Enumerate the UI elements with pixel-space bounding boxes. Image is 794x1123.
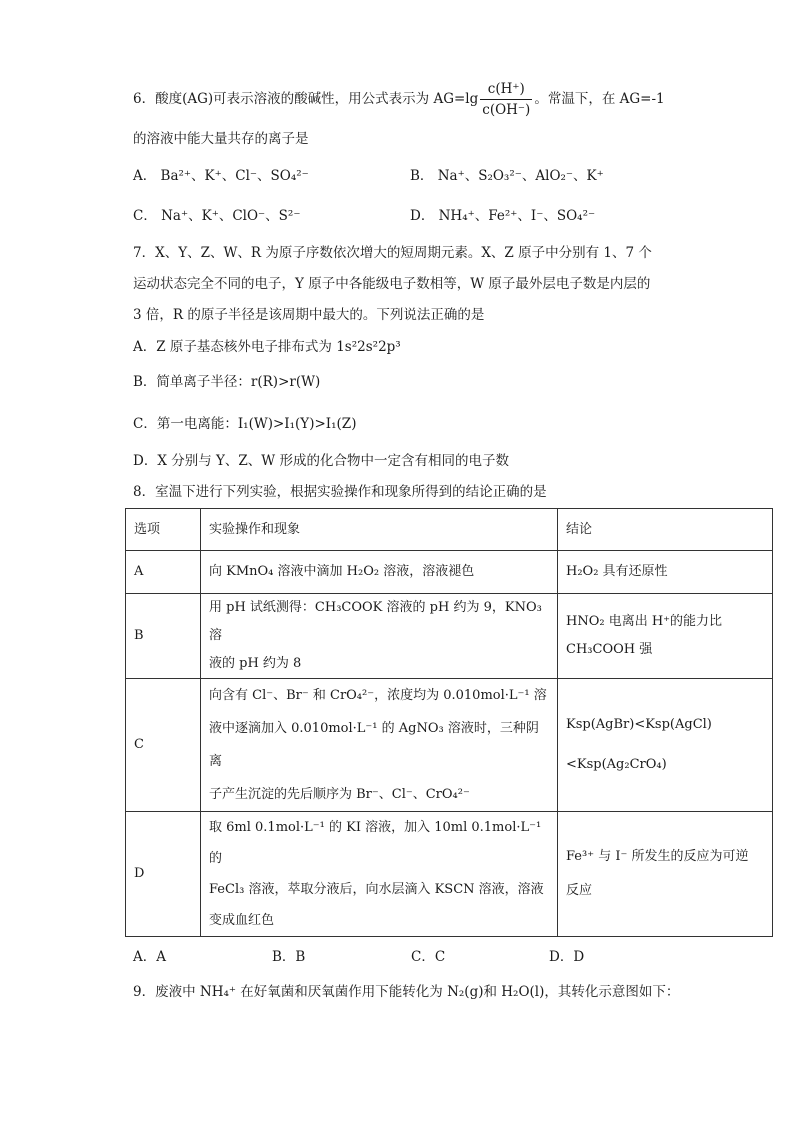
row-a-operation xyxy=(201,551,558,594)
table-row xyxy=(126,812,773,937)
row-c-op-line: 液中逐滴加入 0.010mol·L⁻¹ 的 AgNO₃ 溶液时，三种阴离 xyxy=(209,721,539,769)
row-d-op-line: 取 6ml 0.1mol·L⁻¹ 的 KI 溶液，加入 10ml 0.1mol·L⁻¹ 的 xyxy=(209,820,542,866)
row-a-conclusion xyxy=(558,551,773,594)
q6-option-b: B． Na⁺、S₂O₃²⁻、AlO₂⁻、K⁺ xyxy=(410,168,604,184)
q7-line1: 7．X、Y、Z、W、R 为原子序数依次增大的短周期元素。X、Z 原子中分别有 1、7 个 xyxy=(133,245,652,261)
table-header-row xyxy=(126,509,773,551)
row-d-op-line: FeCl₃ 溶液，萃取分液后，向水层滴入 KSCN 溶液，溶液 xyxy=(209,882,544,897)
ag-fraction-numerator: c(H⁺) xyxy=(480,80,532,100)
q8-answer-a: A．A xyxy=(133,949,166,965)
row-c-conc-line: Ksp(AgBr)<Ksp(AgCl) xyxy=(566,717,712,732)
table-row xyxy=(126,679,773,812)
ag-fraction xyxy=(480,80,532,119)
row-d-conc-line: Fe³⁺ 与 I⁻ 所发生的反应为可逆 xyxy=(566,849,749,864)
row-a-option: A xyxy=(126,551,201,594)
row-b-option: B xyxy=(126,594,201,679)
row-a-conc-line: H₂O₂ 具有还原性 xyxy=(566,564,668,579)
row-b-op-line: 液的 pH 约为 8 xyxy=(209,656,302,671)
row-d-conc-line: 反应 xyxy=(566,883,593,898)
q7-line3: 3 倍，R 的原子半径是该周期中最大的。下列说法正确的是 xyxy=(133,307,485,323)
row-c-op-line: 向含有 Cl⁻、Br⁻ 和 CrO₄²⁻，浓度均为 0.010mol·L⁻¹ 溶 xyxy=(209,688,547,703)
table-row xyxy=(126,594,773,679)
row-c-conc-line: <Ksp(Ag₂CrO₄) xyxy=(566,757,667,772)
row-c-option: C xyxy=(126,679,201,812)
ag-fraction-denominator: c(OH⁻) xyxy=(482,102,531,118)
header-operation: 实验操作和现象 xyxy=(201,509,558,551)
q6-line1 xyxy=(133,80,665,119)
q6-line1-post: 。常温下，在 AG=-1 xyxy=(534,91,665,107)
header-option: 选项 xyxy=(126,509,201,551)
row-a-op-line: 向 KMnO₄ 溶液中滴加 H₂O₂ 溶液，溶液褪色 xyxy=(209,564,475,579)
row-d-op-line: 变成血红色 xyxy=(209,913,275,928)
row-b-op-line: 用 pH 试纸测得：CH₃COOK 溶液的 pH 约为 9，KNO₃ 溶 xyxy=(209,600,542,643)
q6-option-d: D． NH₄⁺、Fe²⁺、I⁻、SO₄²⁻ xyxy=(410,208,596,224)
q6-line2: 的溶液中能大量共存的离子是 xyxy=(133,131,309,147)
q6-option-a: A． Ba²⁺、K⁺、Cl⁻、SO₄²⁻ xyxy=(133,168,309,184)
row-b-conc-line: HNO₂ 电离出 H⁺的能力比 xyxy=(566,614,723,629)
q6-line1-pre: 6．酸度(AG)可表示溶液的酸碱性，用公式表示为 AG=lg xyxy=(133,91,479,107)
row-d-conclusion xyxy=(558,812,773,937)
row-b-operation xyxy=(201,594,558,679)
q7-line2: 运动状态完全不同的电子，Y 原子中各能级电子数相等，W 原子最外层电子数是内层的 xyxy=(133,276,651,292)
row-b-conc-line: CH₃COOH 强 xyxy=(566,642,653,657)
q7-option-b: B．简单离子半径：r(R)>r(W) xyxy=(133,374,321,390)
q6-option-c: C． Na⁺、K⁺、ClO⁻、S²⁻ xyxy=(133,208,301,224)
q7-option-c: C．第一电离能：I₁(W)>I₁(Y)>I₁(Z) xyxy=(133,416,357,432)
row-d-operation xyxy=(201,812,558,937)
q8-answer-c: C．C xyxy=(411,949,446,965)
q7-option-a: A．Z 原子基态核外电子排布式为 1s²2s²2p³ xyxy=(133,339,401,355)
header-conclusion: 结论 xyxy=(558,509,773,551)
q7-option-d: D．X 分别与 Y、Z、W 形成的化合物中一定含有相同的电子数 xyxy=(133,453,509,469)
row-c-op-line: 子产生沉淀的先后顺序为 Br⁻、Cl⁻、CrO₄²⁻ xyxy=(209,787,470,802)
table-row xyxy=(126,551,773,594)
q8-stem: 8．室温下进行下列实验，根据实验操作和现象所得到的结论正确的是 xyxy=(133,484,547,500)
q8-answer-b: B．B xyxy=(272,949,306,965)
row-d-option: D xyxy=(126,812,201,937)
row-b-conclusion xyxy=(558,594,773,679)
row-c-operation xyxy=(201,679,558,812)
q9-line: 9．废液中 NH₄⁺ 在好氧菌和厌氧菌作用下能转化为 N₂(g)和 H₂O(l)，其转化示意图如下： xyxy=(133,984,680,1000)
experiment-table xyxy=(125,508,773,937)
q8-answer-d: D．D xyxy=(549,949,585,965)
row-c-conclusion xyxy=(558,679,773,812)
